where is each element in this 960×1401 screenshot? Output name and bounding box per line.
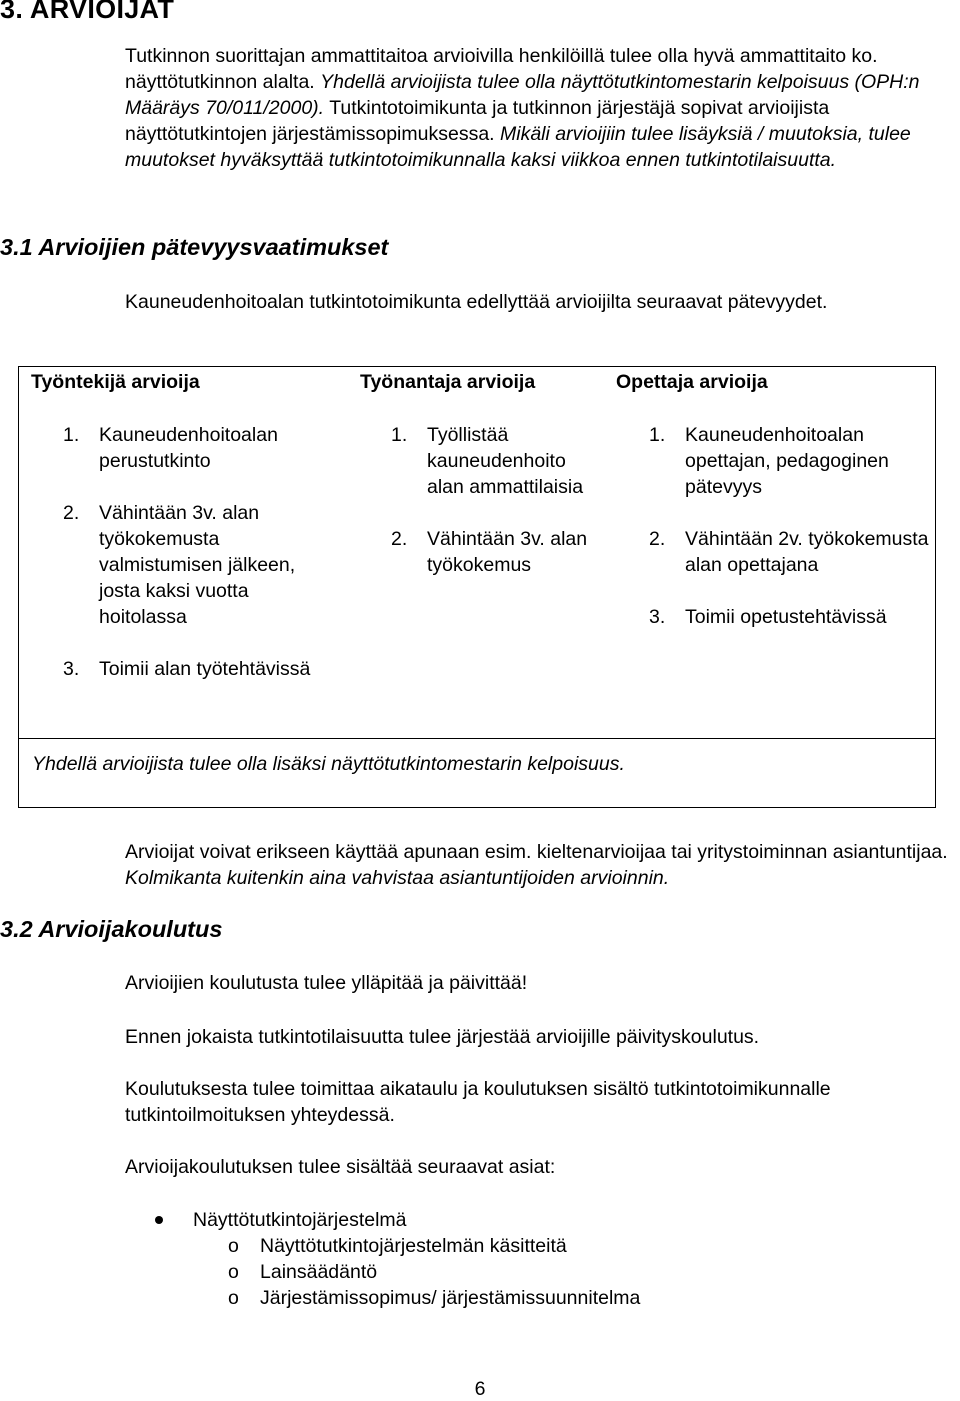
intro-sentence-1: Tutkinnon suorittajan ammattitaitoa arvioivilla henkilöillä tulee olla hyvä ammattitaito ko. näyttötutkinnon alalta.: [125, 45, 878, 93]
page-heading: 3. ARVIOIJAT: [0, 0, 175, 24]
section-3-2-title: 3.2 Arvioijakoulutus: [0, 916, 223, 942]
teacher-requirements: [649, 422, 929, 656]
table-divider: [19, 738, 935, 739]
list-item: 1. Työllistää kauneudenhoito alan ammattilaisia: [391, 424, 584, 498]
intro-paragraph: [125, 43, 955, 173]
training-contents-list: [125, 1207, 925, 1311]
circle-bullet-icon: o: [228, 1287, 239, 1309]
list-item: o Näyttötutkintojärjestelmän käsitteitä: [228, 1235, 567, 1257]
after-table-sentence-1: Arvioijat voivat erikseen käyttää apunaan esim. kieltenarvioijaa tai yritystoiminnan asiantuntijaa.: [125, 841, 948, 863]
section-3-2-paragraph-3: Koulutuksesta tulee toimittaa aikataulu ja koulutuksen sisältö tutkintotoimikunnalle tutkintoilmoituksen yhteydessä.: [125, 1078, 831, 1126]
employee-requirements: [63, 422, 333, 708]
list-item: 2. Vähintään 3v. alan työkokemusta valmistumisen jälkeen, josta kaksi vuotta hoitolassa: [63, 502, 296, 628]
qualification-table: [18, 366, 936, 808]
bullet-icon: [155, 1216, 163, 1224]
page-number: 6: [474, 1378, 486, 1400]
section-3-2-paragraph-2: Ennen jokaista tutkintotilaisuutta tulee järjestää arvioijille päivityskoulutus.: [125, 1026, 760, 1048]
list-item: 1. Kauneudenhoitoalan opettajan, pedagoginen pätevyys: [649, 424, 889, 498]
employer-requirements: [391, 422, 591, 604]
list-item: o Järjestämissopimus/ järjestämissuunnitelma: [228, 1287, 641, 1309]
section-3-2-paragraph-4: Arvioijakoulutuksen tulee sisältää seuraavat asiat:: [125, 1156, 556, 1178]
table-header-teacher: Opettaja arvioija: [616, 371, 768, 393]
after-table-paragraph: [125, 839, 955, 891]
table-header-employee: Työntekijä arvioija: [31, 371, 200, 393]
table-header-employer: Työnantaja arvioija: [360, 371, 536, 393]
list-item: o Lainsäädäntö: [228, 1261, 378, 1283]
section-3-1-text: Kauneudenhoitoalan tutkintotoimikunta edellyttää arvioijilta seuraavat pätevyydet.: [125, 291, 828, 313]
list-item: 3. Toimii opetustehtävissä: [649, 606, 887, 628]
after-table-sentence-2: Kolmikanta kuitenkin aina vahvistaa asiantuntijoiden arvioinnin.: [125, 867, 670, 889]
list-item: 3. Toimii alan työtehtävissä: [63, 658, 311, 680]
table-note: Yhdellä arvioijista tulee olla lisäksi näyttötutkintomestarin kelpoisuus.: [32, 753, 625, 775]
circle-bullet-icon: o: [228, 1235, 239, 1257]
intro-sentence-4: Mikäli arvioijiin tulee lisäyksiä / muutoksia, tulee muutokset hyväksyttää tutkintotoimikunnalla kaksi viikkoa ennen tutkintotilaisuutta.: [125, 123, 911, 171]
list-item: 1. Kauneudenhoitoalan perustutkinto: [63, 424, 278, 472]
list-item: 2. Vähintään 2v. työkokemusta alan opettajana: [649, 528, 929, 576]
list-item: 2. Vähintään 3v. alan työkokemus: [391, 528, 588, 576]
section-3-2-paragraph-1: Arvioijien koulutusta tulee ylläpitää ja päivittää!: [125, 972, 528, 994]
circle-bullet-icon: o: [228, 1261, 239, 1283]
intro-sentence-3: Tutkintotoimikunta ja tutkinnon järjestäjä sopivat arvioijista näyttötutkintojen järjestämissopimuksessa.: [125, 97, 830, 145]
list-item: Näyttötutkintojärjestelmä: [0, 1207, 925, 1233]
section-3-1-title: 3.1 Arvioijien pätevyysvaatimukset: [0, 234, 389, 260]
intro-sentence-2: Yhdellä arvioijista tulee olla näyttötutkintomestarin kelpoisuus (OPH:n Määräys 70/011/2000).: [125, 71, 920, 119]
